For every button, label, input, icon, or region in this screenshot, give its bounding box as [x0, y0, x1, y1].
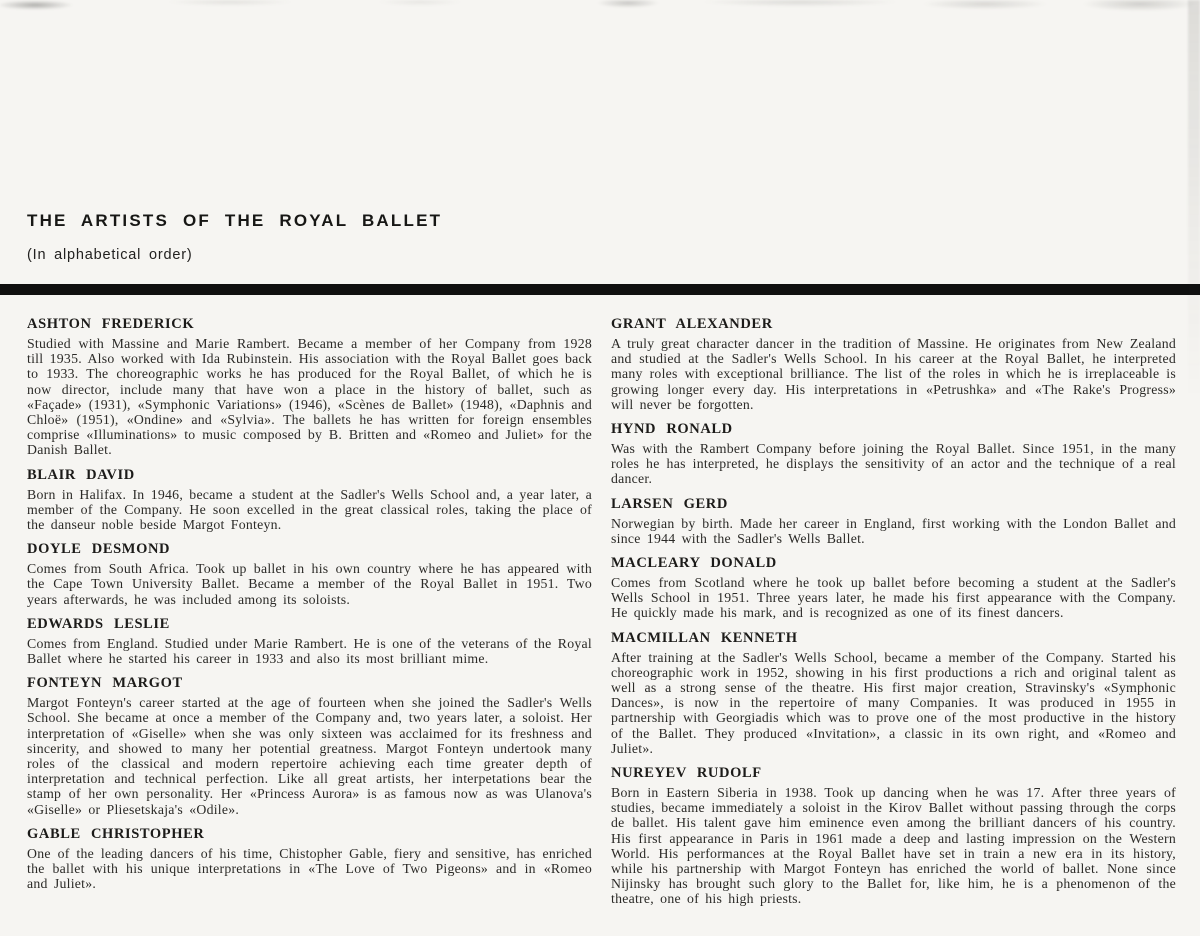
- artist-bio: A truly great character dancer in the tradition of Massine. He originates from New Zealand and studied at the Sadler's Wells School. In his career at the Royal Ballet, he interpreted many roles with exceptional brilliance. The list of the roles in which he is irreplaceable is growing longer every day. His interpretations in «Petrushka» and «The Rake's Progress» will never be forgotten.: [611, 336, 1176, 412]
- artist-entry-macmillan: [611, 630, 1176, 756]
- page-subtitle: (In alphabetical order): [27, 247, 193, 263]
- artist-name: MACLEARY DONALD: [611, 555, 777, 572]
- artist-bio: Comes from England. Studied under Marie Rambert. He is one of the veterans of the Royal Ballet where he started his career in 1933 and also its most brilliant mime.: [27, 635, 592, 667]
- column-left: [27, 316, 592, 907]
- artist-entry-macleary: [611, 555, 1176, 621]
- artist-bio: Comes from South Africa. Took up ballet in his own country where he has appeared with the Cape Town University Ballet. Became a member of the Royal Ballet in 1951. Two years afterwards, he was included among its soloists.: [27, 561, 592, 607]
- artist-name: DOYLE DESMOND: [27, 541, 171, 558]
- artist-entry-ashton: [27, 316, 592, 458]
- page-title: THE ARTISTS OF THE ROYAL BALLET: [27, 211, 443, 230]
- artist-name: NUREYEV RUDOLF: [611, 765, 762, 782]
- artist-entry-gable: [27, 826, 592, 892]
- artist-name: GABLE CHRISTOPHER: [27, 825, 205, 842]
- page-header: [0, 0, 1200, 264]
- artist-bio: Margot Fonteyn's career started at the age of fourteen when she joined the Sadler's Wells School. She became at once a member of the Company and, two years later, a soloist. Her interpretation of «Giselle» when she was only sixteen was acclaimed for its freshness and sincerity, and showed to many her potential greatness. Margot Fonteyn undertook many roles of the classical and modern repertoire achieving each time greater depth of interpretation and technical perfection. Like all great artists, her interpetations bear the stamp of her own personality. Her «Princess Aurora» is as famous now as was Ulanova's «Giselle» or Pliesetskaja's «Odile».: [27, 695, 592, 817]
- artist-bio: Studied with Massine and Marie Rambert. Became a member of her Company from 1928 till 1935. Also worked with Ida Rubinstein. His association with the Royal Ballet goes back to 1933. The choreographic works he has produced for the Royal Ballet, of which he is now director, include many that have won a place in the history of ballet, such as «Façade» (1931), «Symphonic Variations» (1946), «Scènes de Ballet» (1948), «Daphnis and Chloë» (1951), «Ondine» and «Sylvia». The ballets he has written for foreign ensembles comprise «Illuminations» to music composed by B. Britten and «Romeo and Juliet» for the Danish Ballet.: [27, 336, 592, 458]
- artist-entry-nureyev: [611, 765, 1176, 907]
- artist-entry-edwards: [27, 616, 592, 666]
- artist-bio: One of the leading dancers of his time, Chistopher Gable, fiery and sensitive, has enriched the ballet with his unique interpretations in «The Love of Two Pigeons» and in «Romeo and Juliet».: [27, 845, 592, 892]
- artist-entry-blair: [27, 467, 592, 533]
- artist-name: HYND RONALD: [611, 421, 733, 438]
- artist-entry-grant: [611, 316, 1176, 412]
- artist-name: GRANT ALEXANDER: [611, 316, 773, 332]
- artist-name: MACMILLAN KENNETH: [611, 629, 798, 646]
- artist-bio: Norwegian by birth. Made her career in England, first working with the London Ballet and since 1944 with the Sadler's Wells Ballet.: [611, 515, 1176, 546]
- artist-entry-larsen: [611, 496, 1176, 546]
- artist-name: ASHTON FREDERICK: [27, 316, 195, 332]
- column-right: [611, 316, 1176, 907]
- artist-entry-doyle: [27, 541, 592, 607]
- artist-entry-fonteyn: [27, 675, 592, 817]
- artist-name: EDWARDS LESLIE: [27, 615, 170, 632]
- artist-name: LARSEN GERD: [611, 495, 728, 512]
- artist-name: FONTEYN MARGOT: [27, 675, 183, 692]
- artist-entry-hynd: [611, 421, 1176, 487]
- artist-columns: [0, 295, 1200, 907]
- artist-bio: Comes from Scotland where he took up ballet before becoming a student at the Sadler's Wells School in 1951. Three years later, he made his first appearance with the Company. He quickly made his mark, and is recognized as one of its finest dancers.: [611, 575, 1176, 621]
- divider-rule: [0, 284, 1200, 295]
- artist-bio: Born in Halifax. In 1946, became a student at the Sadler's Wells School and, a year later, a member of the Company. He soon excelled in the great classical roles, taking the place of the danseur noble beside Margot Fonteyn.: [27, 486, 592, 533]
- artist-name: BLAIR DAVID: [27, 466, 135, 483]
- artist-bio: Born in Eastern Siberia in 1938. Took up dancing when he was 17. After three years of studies, became immediately a soloist in the Kirov Ballet without passing through the corps de ballet. His talent gave him eminence even among the brilliant dancers of his country. His first appearance in Paris in 1961 made a deep and lasting impression on the Western World. His performances at the Royal Ballet have set in train a new era in its history, while his partnership with Margot Fonteyn has enriched the world of ballet. None since Nijinsky has brought such glory to the Ballet for, like him, he is a phenomenon of the theatre, one of his high priests.: [611, 785, 1176, 907]
- artist-bio: After training at the Sadler's Wells School, became a member of the Company. Started his choreographic work in 1952, showing in his first productions a rich and original talent as well as a strong sense of the theatre. His first major creation, Stravinsky's «Symphonic Dances», is now in the repertoire of many Companies. It was produced in 1955 in partnership with Georgiadis which was to prove one of the most productive in the history of the Ballet. They produced «Invitation», a classic in its own right, and «Romeo and Juliet».: [611, 649, 1176, 756]
- artist-bio: Was with the Rambert Company before joining the Royal Ballet. Since 1951, in the many roles he has interpreted, he displays the sensitivity of an actor and the technique of a real dancer.: [611, 441, 1176, 487]
